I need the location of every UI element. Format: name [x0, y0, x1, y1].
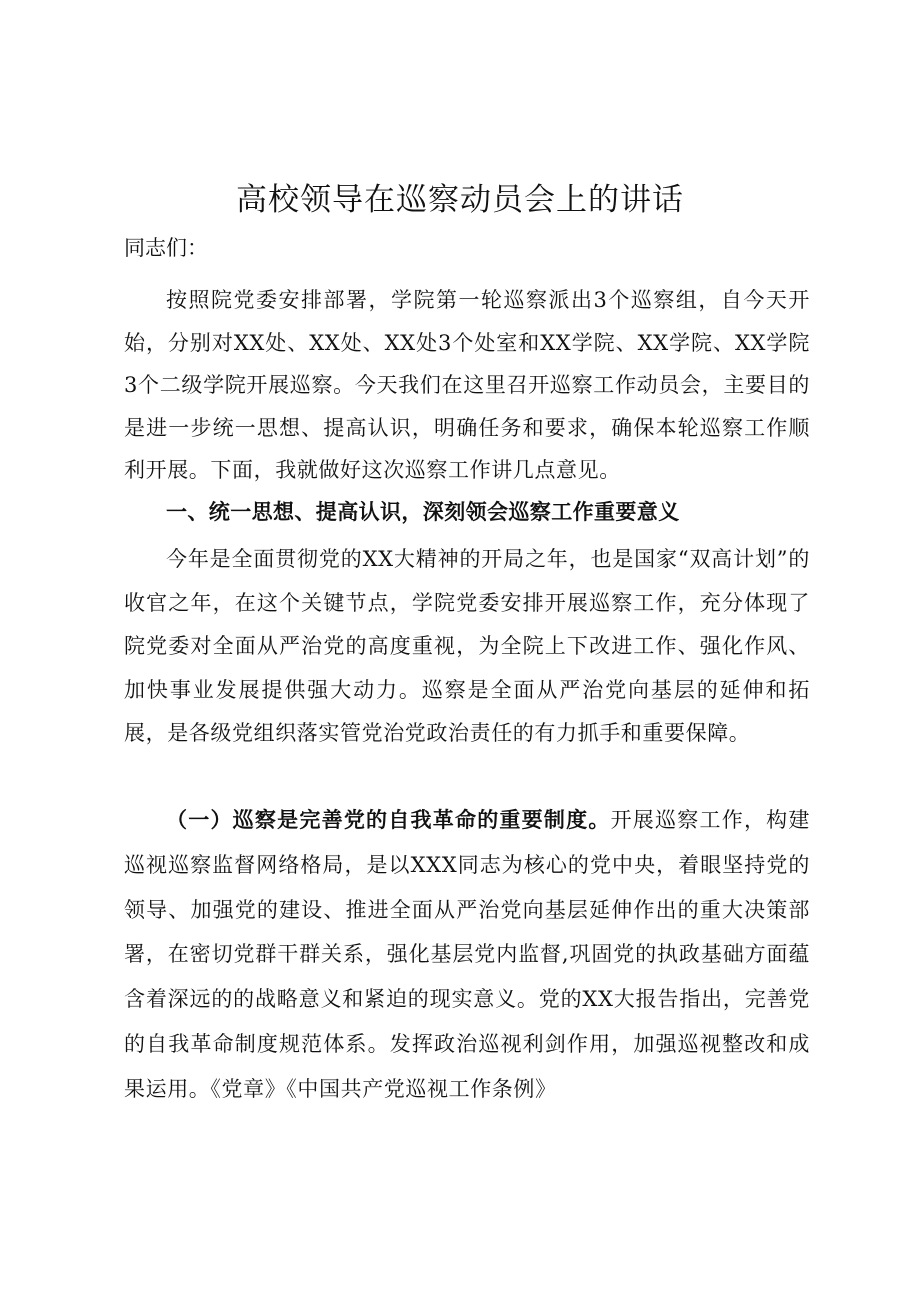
salutation: 同志们：: [124, 236, 208, 260]
section-one-paragraph: 今年是全面贯彻党的XX大精神的开局之年，也是国家“双高计划”的收官之年，在这个关键节点，学院党委安排开展巡察工作，充分体现了院党委对全面从严治党的高度重视，为全院上下改进工作、强化作风、加快事业发展提供强大动力。巡察是全面从严治党向基层的延伸和拓展，是各级党组织落实管党治党政治责任的有力抓手和重要保障。: [124, 547, 810, 745]
section-one-heading: 一、统一思想、提高认识，深刻领会巡察工作重要意义: [166, 500, 680, 524]
subsection-one-lead: （一）巡察是完善党的自我革命的重要制度。: [166, 807, 611, 832]
subsection-one-body: 开展巡察工作，构建巡视巡察监督网络格局，是以XXX同志为核心的党中央，着眼坚持党的领导、加强党的建设、推进全面从严治党向基层延伸作出的重大决策部署，在密切党群干群关系，强化基层党内监督,巩固党的执政基础方面蕴含着深远的的战略意义和紧迫的现实意义。党的XX大报告指出，完善党的自我革命制度规范体系。发挥政治巡视利剑作用，加强巡视整改和成果运用。《党章》《中国共产党巡视工作条例》: [124, 808, 811, 1101]
subsection-one-paragraph: [124, 798, 810, 1112]
intro-paragraph: 按照院党委安排部署，学院第一轮巡察派出3个巡察组，自今天开始，分别对XX处、XX处、XX处3个处室和XX学院、XX学院、XX学院3个二级学院开展巡察。今天我们在这里召开巡察工作动员会，主要目的是进一步统一思想、提高认识，明确任务和要求，确保本轮巡察工作顺利开展。下面，我就做好这次巡察工作讲几点意见。: [124, 288, 810, 482]
document-title: 高校领导在巡察动员会上的讲话: [236, 182, 684, 218]
